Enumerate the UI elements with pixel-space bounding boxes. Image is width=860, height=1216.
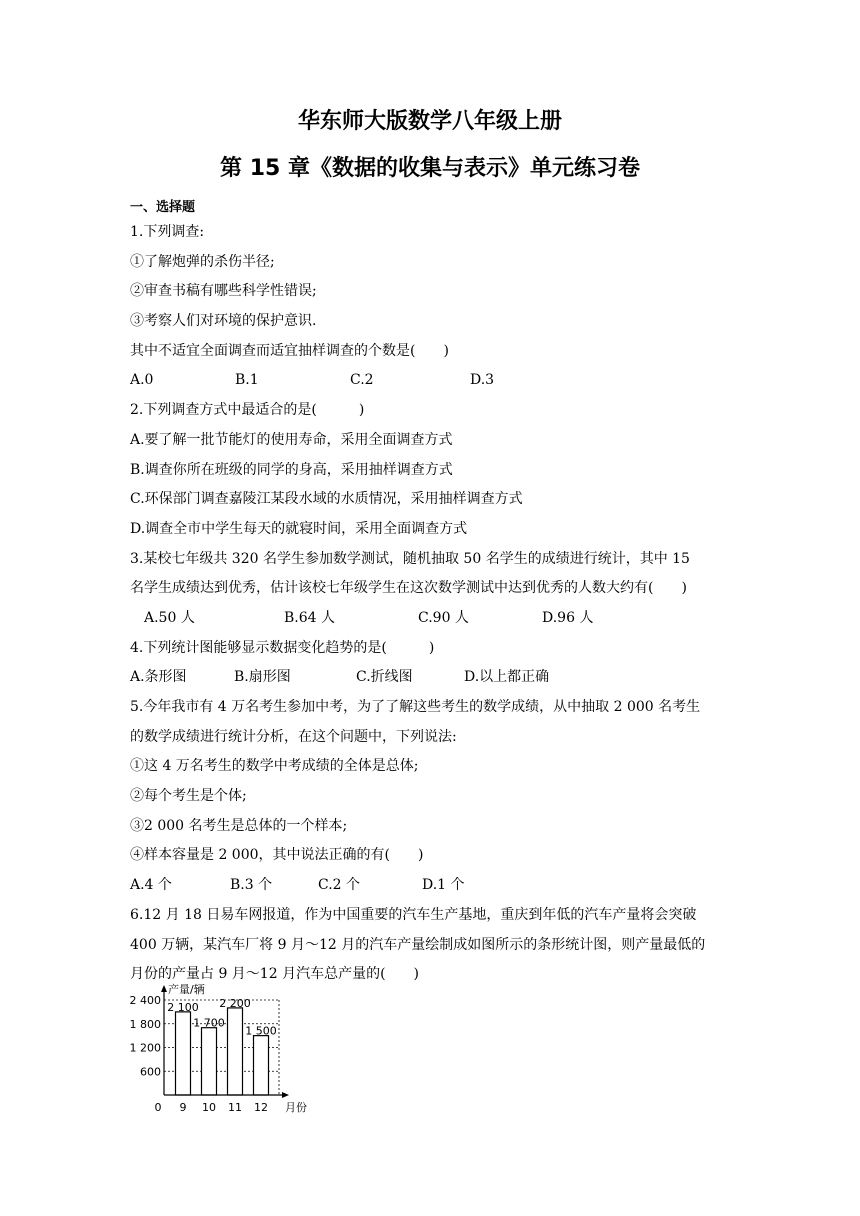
q5-option-a: A.4 个 — [130, 877, 172, 894]
q1-option-b: B.1 — [235, 372, 259, 389]
q2-option-d: D.调查全市中学生每天的就寝时间，采用全面调查方式 — [130, 520, 468, 537]
q5-options — [130, 871, 740, 901]
q1-option-c: C.2 — [350, 372, 374, 389]
q5-option-c: C.2 个 — [318, 877, 361, 894]
q1-item: ②审查书稿有哪些科学性错误; — [130, 283, 317, 300]
q5-item: ②每个考生是个体; — [130, 788, 247, 805]
bar — [228, 1008, 243, 1095]
q3-option-a: A.50 人 — [144, 609, 195, 626]
q4-option-b: B.扇形图 — [234, 669, 291, 686]
q5-option-b: B.3 个 — [230, 877, 273, 894]
q3-option-d: D.96 人 — [542, 609, 594, 626]
q3-line-2: 名学生成绩达到优秀，估计该校七年级学生在这次数学测试中达到优秀的人数大约有( ) — [130, 580, 687, 597]
bar-value-label: 1 700 — [193, 1016, 225, 1030]
q6-line-2: 400 万辆，某汽车厂将 9 月～12 月的汽车产量绘制成如图所示的条形统计图，则产量最低的 — [130, 936, 706, 953]
document-subtitle: 第 15 章《数据的收集与表示》单元练习卷 — [220, 156, 640, 181]
production-bar-chart — [126, 983, 326, 1119]
q1-option-a: A.0 — [130, 372, 154, 389]
q4-stem: 4.下列统计图能够显示数据变化趋势的是( ) — [130, 639, 435, 656]
q2-option-a: A.要了解一批节能灯的使用寿命，采用全面调查方式 — [130, 431, 453, 448]
q5-item: ①这 4 万名考生的数学中考成绩的全体是总体; — [130, 758, 419, 775]
q4-option-a: A.条形图 — [130, 669, 187, 686]
q6-line-3: 月份的产量占 9 月～12 月汽车总产量的( ) — [130, 966, 419, 983]
q1-question: 其中不适宜全面调查而适宜抽样调查的个数是( ) — [130, 342, 449, 359]
y-axis-title: 产量/辆 — [168, 983, 205, 996]
q5-item: ④样本容量是 2 000，其中说法正确的有( ) — [130, 847, 424, 864]
x-axis-arrow — [282, 1092, 289, 1098]
bar — [202, 1028, 217, 1095]
q1-options — [130, 366, 740, 396]
origin-label: 0 — [154, 1101, 162, 1114]
bar — [254, 1036, 269, 1095]
q3-option-b: B.64 人 — [284, 609, 336, 626]
x-tick-label: 10 — [202, 1101, 216, 1114]
x-tick-label: 11 — [228, 1101, 242, 1114]
q2-option-b: B.调查你所在班级的同学的身高，采用抽样调查方式 — [130, 461, 453, 478]
bar — [176, 1012, 191, 1095]
x-tick-label: 12 — [254, 1101, 268, 1114]
q3-option-c: C.90 人 — [418, 609, 469, 626]
q5-option-d: D.1 个 — [422, 877, 465, 894]
q2-stem: 2.下列调查方式中最适合的是( ) — [130, 402, 365, 419]
q1-item: ①了解炮弹的杀伤半径; — [130, 253, 275, 270]
q4-option-c: C.折线图 — [356, 669, 413, 686]
q1-option-d: D.3 — [470, 372, 495, 389]
q4-option-d: D.以上都正确 — [464, 669, 550, 686]
q1-item: ③考察人们对环境的保护意识. — [130, 313, 317, 330]
y-tick-label: 600 — [140, 1065, 161, 1079]
question-list — [130, 218, 740, 990]
q2-option-c: C.环保部门调查嘉陵江某段水域的水质情况，采用抽样调查方式 — [130, 491, 523, 508]
y-tick-label: 1 800 — [129, 1017, 161, 1031]
q5-item: ③2 000 名考生是总体的一个样本; — [130, 817, 348, 834]
q4-options — [130, 663, 740, 693]
q3-line-1: 3.某校七年级共 320 名学生参加数学测试，随机抽取 50 名学生的成绩进行统计，其中 15 — [130, 550, 690, 567]
bar-value-label: 2 200 — [219, 996, 251, 1010]
y-tick-label: 1 200 — [129, 1041, 161, 1055]
x-axis-title: 月份 — [285, 1101, 307, 1114]
y-axis-arrow — [161, 985, 167, 992]
q5-line-1: 5.今年我市有 4 万名考生参加中考，为了了解这些考生的数学成绩，从中抽取 2 000 名考生 — [130, 699, 701, 715]
q5-line-2: 的数学成绩进行统计分析，在这个问题中，下列说法: — [130, 728, 457, 745]
y-tick-label: 2 400 — [129, 994, 161, 1007]
q3-options — [130, 604, 740, 634]
q6-line-1: 6.12 月 18 日易车网报道，作为中国重要的汽车生产基地，重庆到年低的汽车产量将会突破 — [130, 906, 697, 923]
section-heading: 一、选择题 — [130, 200, 196, 215]
x-tick-label: 9 — [179, 1101, 187, 1114]
q1-stem: 1.下列调查: — [130, 224, 205, 240]
bar-value-label: 2 100 — [167, 1000, 199, 1014]
bar-value-label: 1 500 — [245, 1024, 277, 1038]
document-title: 华东师大版数学八年级上册 — [297, 109, 562, 134]
